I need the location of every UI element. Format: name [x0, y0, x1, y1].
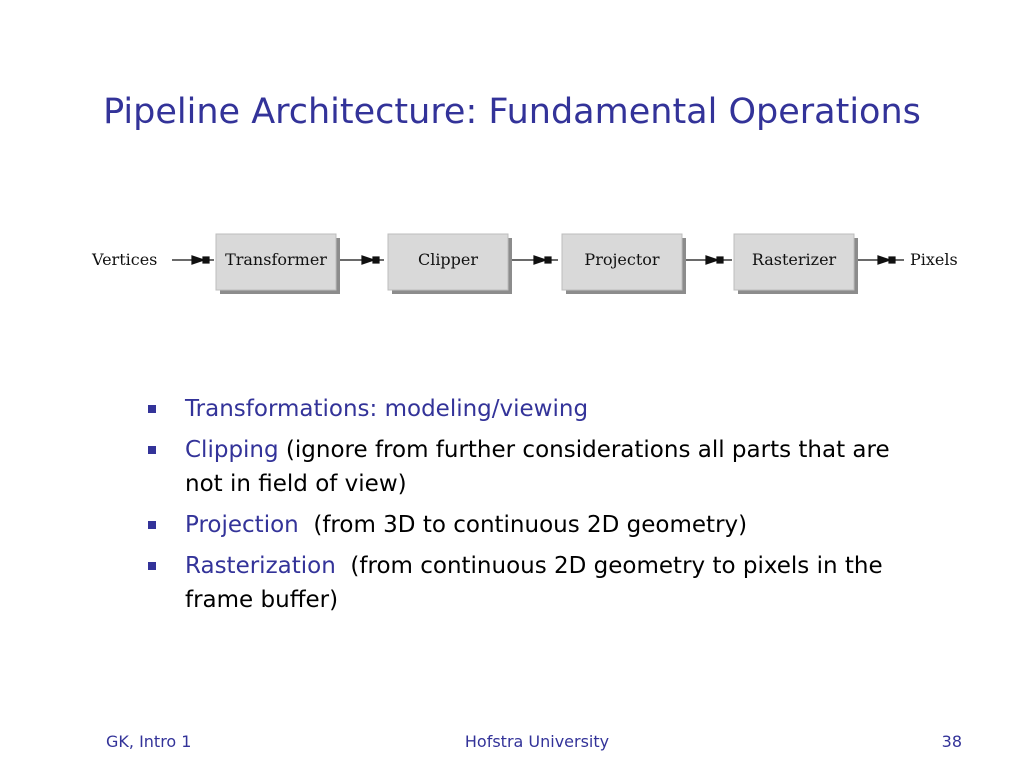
- bullet-item: [148, 549, 928, 617]
- square-bullet-icon: [148, 405, 156, 413]
- bullet-item: [148, 433, 928, 501]
- bullet-highlight: Rasterization: [185, 553, 336, 579]
- stage-label: Rasterizer: [751, 250, 837, 269]
- bullet-item: [148, 392, 928, 426]
- stage-label: Transformer: [225, 250, 327, 269]
- footer-center: Hofstra University: [464, 732, 610, 751]
- bullet-highlight: Transformations: modeling/viewing: [185, 396, 589, 422]
- stage-label: Clipper: [417, 250, 479, 269]
- square-bullet-icon: [148, 446, 156, 454]
- bullet-highlight: Projection: [185, 512, 299, 538]
- bullet-list: [148, 392, 928, 624]
- stage-projector: [562, 234, 686, 294]
- square-bullet-icon: [148, 521, 156, 529]
- bullet-text: (ignore from further considerations all parts that are not in field of view): [185, 437, 890, 497]
- slide-number: 38: [941, 732, 962, 751]
- stage-clipper: [388, 234, 512, 294]
- bullet-item: [148, 508, 928, 542]
- stage-transformer: [216, 234, 340, 294]
- bullet-text: (from continuous 2D geometry to pixels in the frame buffer): [185, 553, 890, 613]
- input-label: Vertices: [92, 250, 158, 269]
- pipeline-diagram: [86, 222, 976, 312]
- stage-rasterizer: [734, 234, 858, 294]
- footer-left: GK, Intro 1: [106, 732, 192, 751]
- output-label: Pixels: [910, 250, 958, 269]
- square-bullet-icon: [148, 562, 156, 570]
- bullet-highlight: Clipping: [185, 437, 279, 463]
- slide-title: Pipeline Architecture: Fundamental Operations: [103, 92, 921, 132]
- bullet-text: (from 3D to continuous 2D geometry): [298, 512, 748, 538]
- stage-label: Projector: [584, 250, 660, 269]
